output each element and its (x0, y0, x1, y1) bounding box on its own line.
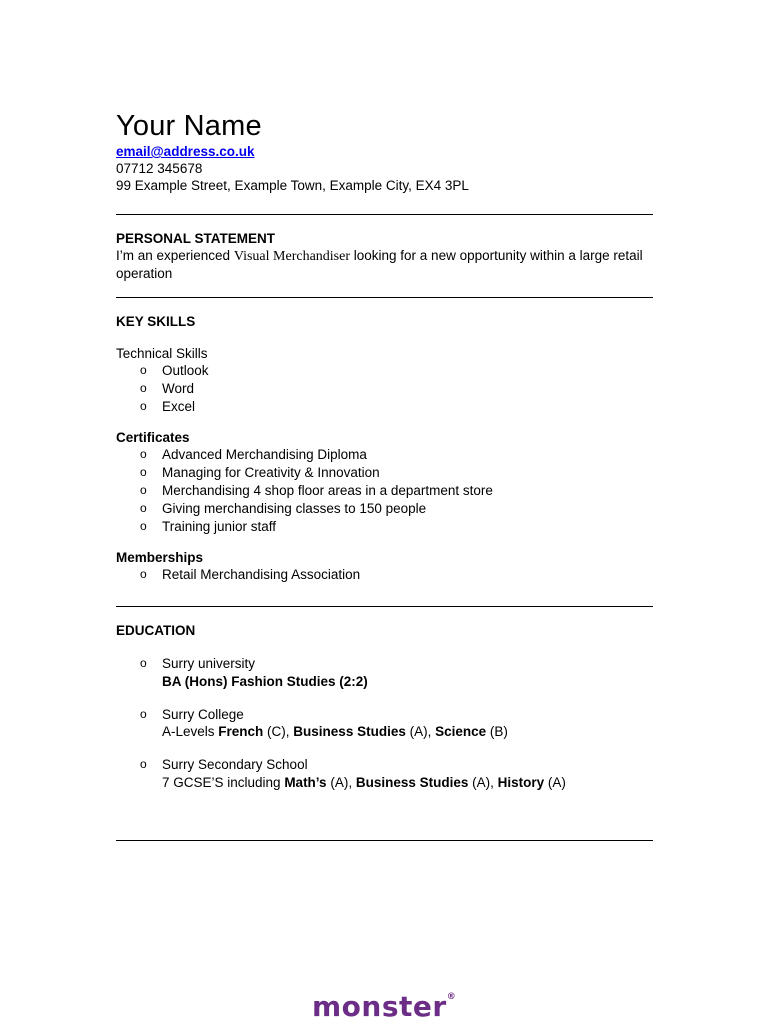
qualification-text: (A), (326, 774, 356, 790)
certificate-item: o Managing for Creativity & Innovation (116, 464, 656, 482)
qualification-text: A-Levels (162, 724, 219, 740)
certificate-item: o Merchandising 4 shop floor areas in a department store (116, 482, 656, 500)
monster-logo (312, 990, 456, 1023)
memberships-label: Memberships (116, 550, 204, 566)
qualification-text: 7 GCSE’S including (162, 774, 285, 790)
certificate-item: o Advanced Merchandising Diploma (116, 446, 656, 464)
divider (116, 606, 653, 607)
email-link[interactable]: email@address.co.uk (116, 144, 255, 159)
qualification-text: (A), (468, 774, 498, 790)
qualification-line (162, 673, 656, 691)
qualification-subject: Science (435, 724, 487, 740)
candidate-name: Your Name (116, 110, 262, 142)
memberships-list (116, 566, 656, 584)
education-item (116, 756, 656, 792)
technical-skill-item: o Excel (116, 398, 656, 416)
logo-text: monster (312, 990, 447, 1023)
contact-block (116, 143, 469, 194)
qualification-subject: Business Studies (293, 724, 406, 740)
qualification-subject: BA (Hons) Fashion Studies (2:2) (162, 673, 368, 689)
divider (116, 297, 653, 298)
key-skills-section (116, 313, 656, 584)
qualification-subject: Math’s (284, 774, 327, 790)
technical-skills-label: Technical Skills (116, 346, 208, 361)
address: 99 Example Street, Example Town, Example City, EX4 3PL (116, 178, 469, 193)
technical-skill-item: o Word (116, 380, 656, 398)
membership-item: o Retail Merchandising Association (116, 566, 656, 584)
qualification-text: (A), (405, 724, 436, 740)
logo-registered-mark: ® (446, 992, 457, 1002)
education-list (116, 655, 656, 792)
qualification-subject: French (218, 724, 264, 740)
personal-statement-text (116, 247, 656, 282)
school-name: o Surry College (162, 706, 244, 722)
statement-role: Visual Merchandiser (233, 249, 351, 264)
personal-statement-heading: PERSONAL STATEMENT (116, 231, 276, 246)
statement-text-start: I’m an experienced (116, 248, 234, 263)
phone-number: 07712 345678 (116, 161, 203, 176)
qualification-subject: History (497, 774, 545, 790)
personal-statement-section (116, 230, 656, 282)
certificates-list (116, 446, 656, 535)
certificates-label: Certificates (116, 430, 190, 446)
statement-text-end: looking for a new opportunity within a large retail operation (116, 248, 643, 281)
divider (116, 214, 653, 215)
qualification-line (162, 723, 656, 741)
education-section (116, 622, 656, 807)
qualification-text: (B) (486, 724, 508, 740)
education-heading: EDUCATION (116, 623, 196, 638)
certificate-item: o Training junior staff (116, 518, 656, 536)
qualification-line (162, 774, 656, 792)
technical-skills-list (116, 362, 656, 415)
key-skills-heading: KEY SKILLS (116, 314, 196, 329)
school-name: o Surry university (162, 656, 256, 671)
qualification-text: (C), (263, 724, 294, 740)
qualification-subject: Business Studies (355, 774, 469, 790)
certificate-item: o Giving merchandising classes to 150 people (116, 500, 656, 518)
education-item (116, 706, 656, 742)
education-item (116, 655, 656, 691)
qualification-text: (A) (544, 774, 566, 790)
school-name: o Surry Secondary School (162, 757, 308, 773)
divider (116, 840, 653, 841)
technical-skill-item: o Outlook (116, 362, 656, 380)
